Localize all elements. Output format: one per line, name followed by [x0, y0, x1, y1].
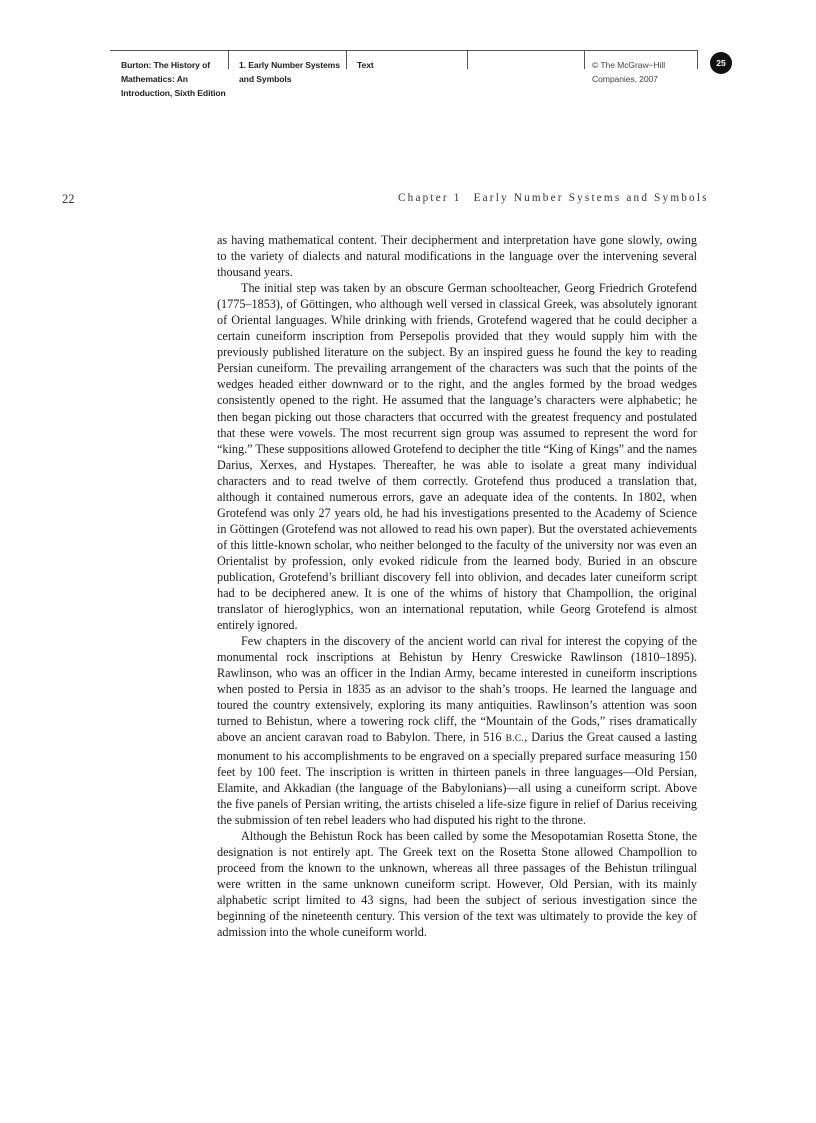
- paragraph-1: as having mathematical content. Their decipherment and interpretation have gone slowly, owing to the variety of dialects and natural modifications in the language over the intervening several thousand years.: [217, 233, 697, 280]
- running-head: [398, 192, 709, 204]
- page-number-badge: 25: [710, 52, 732, 74]
- running-head-chapter: Chapter 1: [398, 192, 462, 204]
- banner-chapter-line2: and Symbols: [239, 74, 292, 84]
- banner-cell-empty: [467, 51, 585, 69]
- banner-chapter-line1: 1. Early Number Systems: [239, 60, 340, 70]
- banner-book-line3: Introduction, Sixth Edition: [121, 88, 226, 98]
- banner-copyright-line2: Companies, 2007: [592, 74, 658, 84]
- paragraph-3: [217, 633, 697, 828]
- banner-section: Text: [357, 60, 374, 70]
- paragraph-4: Although the Behistun Rock has been called by some the Mesopotamian Rosetta Stone, the designation is not entirely apt. The Greek text on the Rosetta Stone allowed Champollion to proceed from the known to the unknown, whereas all three passages of the Behistun trilingual were written in the same unknown cuneiform script. However, Old Persian, with its mainly alphabetic script limited to 43 signs, had been the subject of serious investigation since the beginning of the nineteenth century. This version of the text was ultimately to provide the key of admission into the whole cuneiform world.: [217, 828, 697, 940]
- paragraph-3-part-b: , Darius the Great caused a lasting monument to his accomplishments to be engraved on a specially prepared surface measuring 150 feet by 100 feet. The inscription is written in thirteen panels in three languages—Old Persian, Elamite, and Akkadian (the language of the Babylonians)—all using a cuneiform script. Above the five panels of Persian writing, the artists chiseled a life-size figure in relief of Darius receiving the submission of ten rebel leaders who had disputed his right to the throne.: [217, 730, 697, 827]
- running-head-title: Early Number Systems and Symbols: [473, 192, 709, 204]
- body-text: [217, 232, 697, 940]
- banner-book-line1: Burton: The History of: [121, 60, 210, 70]
- banner-copyright: [592, 58, 665, 86]
- banner-book-line2: Mathematics: An: [121, 74, 188, 84]
- era-abbreviation: B.C.: [505, 734, 525, 745]
- paragraph-2: The initial step was taken by an obscure German schoolteacher, Georg Friedrich Grotefend (1775–1853), of Göttingen, who although well versed in classical Greek, was absolutely ignorant of Oriental languages. While drinking with friends, Grotefend wagered that he could decipher a certain cuneiform inscription from Persepolis provided that they would supply him with the previously published literature on the subject. By an inspired guess he found the key to reading Persian cuneiform. The prevailing arrangement of the characters was such that the points of the wedges headed either downward or to the right, and the angles formed by the broad wedges consistently opened to the right. He assumed that the language’s characters were alphabetic; he then began picking out those characters that occurred with the greatest frequency and postulated that these were vowels. The most recurrent sign group was assumed to represent the word for “king.” These suppositions allowed Grotefend to decipher the title “King of Kings” and the names Darius, Xerxes, and Hystapes. Thereafter, he was able to isolate a great many individual characters and to read twelve of them correctly. Grotefend thus produced a translation that, although it contained numerous errors, gave an adequate idea of the contents. In 1802, when Grotefend was only 27 years old, he had his investigations presented to the Academy of Science in Göttingen (Grotefend was not allowed to read his own paper). But the overstated achievements of this little-known scholar, who neither belonged to the faculty of the university nor was even an Orientalist by profession, only evoked ridicule from the learned body. Buried in an obscure publication, Grotefend’s brilliant discovery fell into oblivion, and decades later cuneiform script had to be deciphered anew. It is one of the whims of history that Champollion, the original translator of hieroglyphics, won an international reputation, while Georg Grotefend is almost entirely ignored.: [217, 281, 697, 633]
- banner-copyright-line1: © The McGraw−Hill: [592, 60, 666, 70]
- paragraph-3-part-a: Few chapters in the discovery of the ancient world can rival for interest the copying of the monumental rock inscriptions at Behistun by Henry Creswicke Rawlinson (1810–1895). Rawlinson, who was an officer in the Indian Army, became interested in cuneiform inscriptions when posted to Persia in 1835 as an advisor to the shah’s troops. He learned the language and toured the country extensively, exploring its many antiquities. Rawlinson’s attention was soon turned to Behistun, where a towering rock cliff, the “Mountain of the Gods,” rises dramatically above an ancient caravan road to Babylon. There, in 516: [217, 634, 697, 745]
- banner-chapter-title: [239, 58, 340, 86]
- banner-book-title: [121, 58, 226, 100]
- folio-page-number: 22: [62, 192, 75, 206]
